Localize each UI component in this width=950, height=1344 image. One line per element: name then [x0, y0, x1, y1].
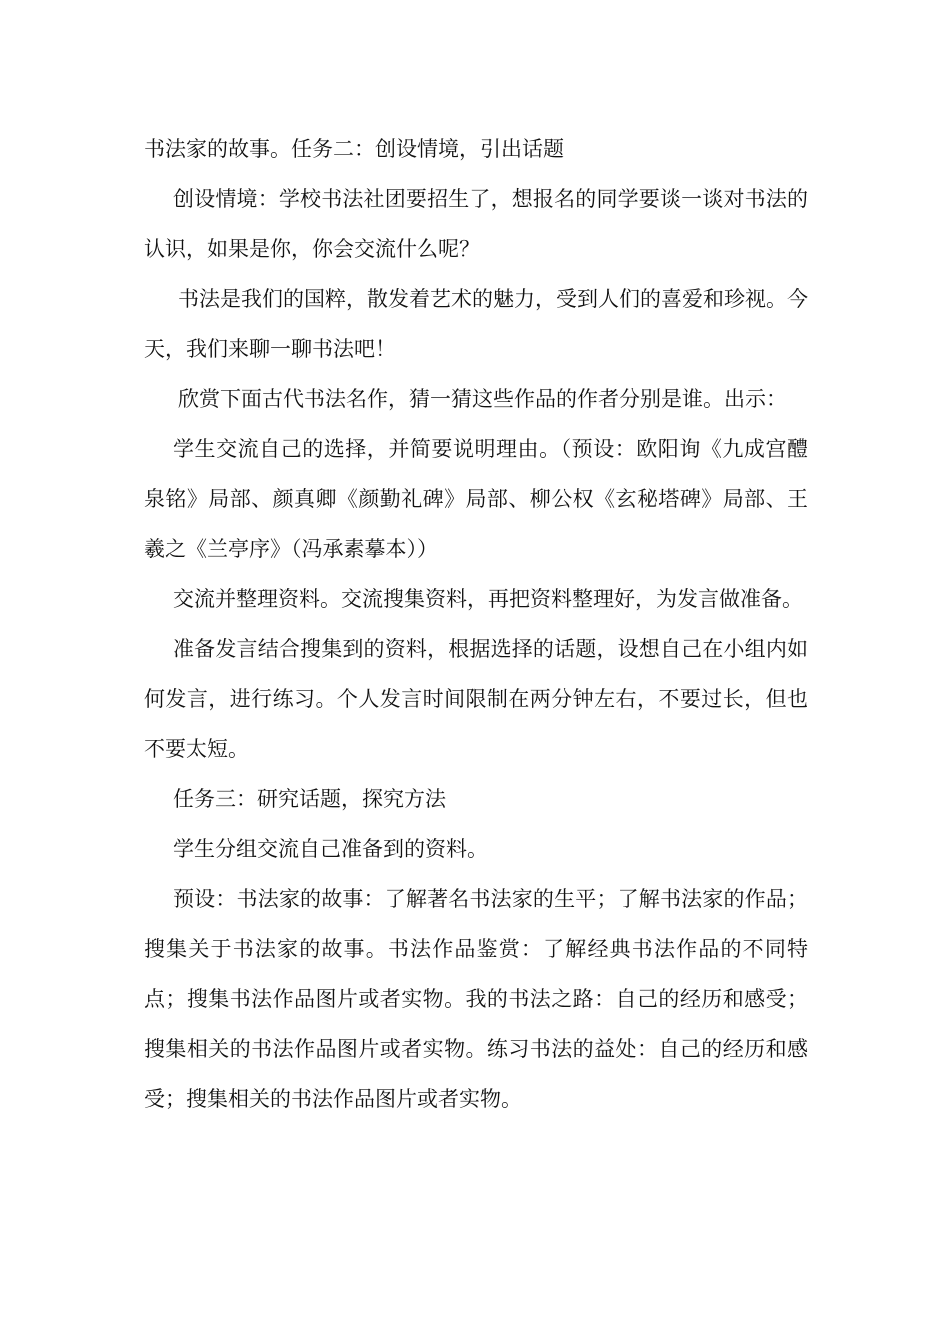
paragraph-prepare-speech: 准备发言结合搜集到的资料，根据选择的话题，设想自己在小组内如何发言，进行练习。个人发言时间限制在两分钟左右，不要过长，但也不要太短。	[144, 637, 808, 761]
document-body	[144, 124, 808, 1124]
paragraph-preset-topics: 预设：书法家的故事：了解著名书法家的生平；了解书法家的作品；搜集关于书法家的故事。书法作品鉴赏：了解经典书法作品的不同特点；搜集书法作品图片或者实物。我的书法之路：自己的经历和感受；搜集相关的书法作品图片或者实物。练习书法的益处：自己的经历和感受；搜集相关的书法作品图片或者实物。	[144, 887, 808, 1111]
paragraph-calligraphy-intro: 书法是我们的国粹，散发着艺术的魅力，受到人们的喜爱和珍视。今天，我们来聊一聊书法吧！	[144, 287, 808, 361]
paragraph-organize-materials: 交流并整理资料。交流搜集资料，再把资料整理好，为发言做准备。	[173, 587, 803, 611]
paragraph-task-two-heading: 书法家的故事。任务二：创设情境，引出话题	[144, 137, 564, 161]
paragraph-create-scenario: 创设情境：学校书法社团要招生了，想报名的同学要谈一谈对书法的认识，如果是你，你会交流什么呢？	[144, 187, 808, 261]
paragraph-group-exchange: 学生分组交流自己准备到的资料。	[173, 837, 488, 861]
paragraph-students-choice: 学生交流自己的选择，并简要说明理由。（预设：欧阳询《九成宫醴泉铭》局部、颜真卿《颜勤礼碑》局部、柳公权《玄秘塔碑》局部、王羲之《兰亭序》（冯承素摹本））	[144, 437, 808, 561]
paragraph-task-three-heading: 任务三：研究话题，探究方法	[173, 787, 446, 811]
paragraph-appreciate-works: 欣赏下面古代书法名作，猜一猜这些作品的作者分别是谁。出示：	[178, 387, 787, 411]
